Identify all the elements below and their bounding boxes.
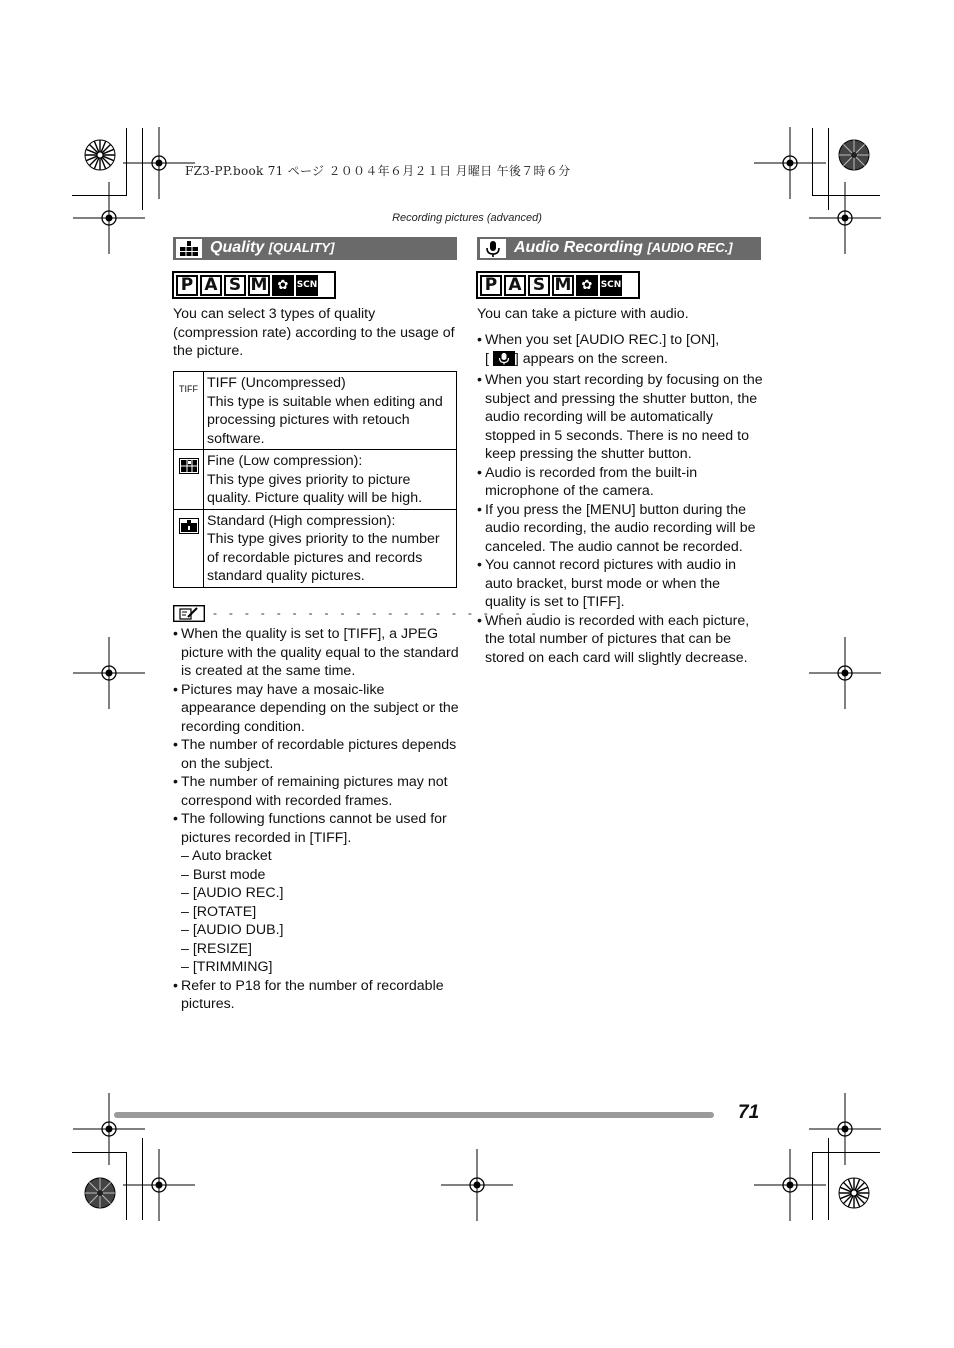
mode-s-icon: S [224, 275, 246, 296]
list-item: – [AUDIO REC.] [181, 885, 284, 901]
list-item: • When you start recording by focusing on the subject and pressing the shutter button, the audio recording will be automatically stopped in 5 seconds. There is no need to keep pressing the shutter button. [477, 371, 763, 464]
audio-title: Audio Recording [514, 239, 643, 256]
standard-title: Standard (High compression): [207, 512, 396, 529]
quality-code: [QUALITY] [268, 240, 335, 255]
list-item: – [AUDIO DUB.] [181, 922, 284, 938]
table-row [174, 372, 457, 450]
tiff-title: TIFF (Uncompressed) [207, 375, 346, 391]
list-item: – Auto bracket [181, 848, 272, 864]
table-row [174, 450, 457, 510]
scene-mode-icon: SCN [296, 275, 318, 296]
note-divider: - - - - - - - - - - - - - - - - - - - - - [213, 606, 540, 620]
audio-section-bar [477, 237, 761, 260]
audio-notes [477, 331, 763, 667]
quality-table [173, 371, 457, 588]
list-item: • When audio is recorded with each picture, the total number of pictures that can be stored on each card will slightly decrease. [477, 612, 763, 668]
table-row [174, 509, 457, 587]
quality-mode-indicators [172, 271, 336, 299]
macro-mode-icon: ✿ [576, 275, 598, 296]
list-item: • You cannot record pictures with audio in auto bracket, burst mode or when the quality is set to [TIFF]. [477, 556, 763, 612]
list-item: • Audio is recorded from the built-in microphone of the camera. [477, 464, 763, 501]
tiff-icon: TIFF [179, 384, 198, 394]
mode-s-icon: S [528, 275, 550, 296]
tiff-description: This type is suitable when editing and processing pictures with retouch software. [207, 393, 443, 447]
fine-title: Fine (Low compression): [207, 453, 363, 469]
list-item: • The following functions cannot be used for pictures recorded in [TIFF]. – Auto bracket – Burst mode – [AUDIO REC.] – [ROTATE] – [AUDIO DUB.] – [RESIZE] – [TRIMMING] [173, 810, 463, 977]
page-number: 71 [738, 1102, 760, 1123]
disabled-functions-list [181, 847, 463, 977]
mode-a-icon: A [504, 275, 526, 296]
list-item: • When you set [AUDIO REC.] to [ON], [ ] appears on the screen. [477, 331, 763, 371]
audio-intro: You can take a picture with audio. [477, 306, 689, 322]
quality-title: Quality [210, 239, 265, 256]
audio-mode-indicators [476, 271, 640, 299]
list-item: • The number of remaining pictures may not correspond with recorded frames. [173, 773, 463, 810]
standard-quality-icon [179, 518, 199, 540]
running-header: Recording pictures (advanced) [392, 212, 542, 224]
quality-section-bar [173, 237, 457, 260]
list-item: • When the quality is set to [TIFF], a JPEG picture with the quality equal to the standard is created at the same time. [173, 625, 463, 681]
list-item: – Burst mode [181, 866, 266, 883]
print-header: FZ3-PP.book 71 ページ ２００４年６月２１日 月曜日 午後７時６分 [185, 164, 571, 178]
quality-notes [173, 625, 463, 1014]
list-item: • Pictures may have a mosaic-like appearance depending on the subject or the recording condition. [173, 681, 463, 737]
list-item: • The number of recordable pictures depends on the subject. [173, 736, 463, 773]
footer-rule [114, 1112, 714, 1118]
microphone-icon [480, 239, 506, 258]
audio-code: [AUDIO REC.] [647, 240, 733, 255]
mode-m-icon: M [552, 275, 574, 296]
mode-p-icon: P [480, 275, 502, 296]
standard-description: This type gives priority to the number of recordable pictures and records standard quality pictures. [207, 531, 440, 584]
mode-m-icon: M [248, 275, 270, 296]
list-item: – [TRIMMING] [181, 959, 273, 975]
fine-description: This type gives priority to picture quality. Picture quality will be high. [207, 471, 423, 506]
note-icon [173, 605, 205, 627]
fine-quality-icon [179, 458, 199, 480]
quality-intro: You can select 3 types of quality (compression rate) according to the usage of the picture. [173, 306, 455, 359]
audio-on-screen-icon [493, 351, 515, 372]
quality-icon [176, 239, 202, 258]
list-item: – [RESIZE] [181, 940, 252, 957]
list-item: • Refer to P18 for the number of recordable pictures. [173, 977, 463, 1014]
list-item: – [ROTATE] [181, 903, 257, 920]
mode-p-icon: P [176, 275, 198, 296]
list-item: • If you press the [MENU] button during the audio recording, the audio recording will be canceled. The audio cannot be recorded. [477, 501, 763, 557]
macro-mode-icon: ✿ [272, 275, 294, 296]
mode-a-icon: A [200, 275, 222, 296]
scene-mode-icon: SCN [600, 275, 622, 296]
